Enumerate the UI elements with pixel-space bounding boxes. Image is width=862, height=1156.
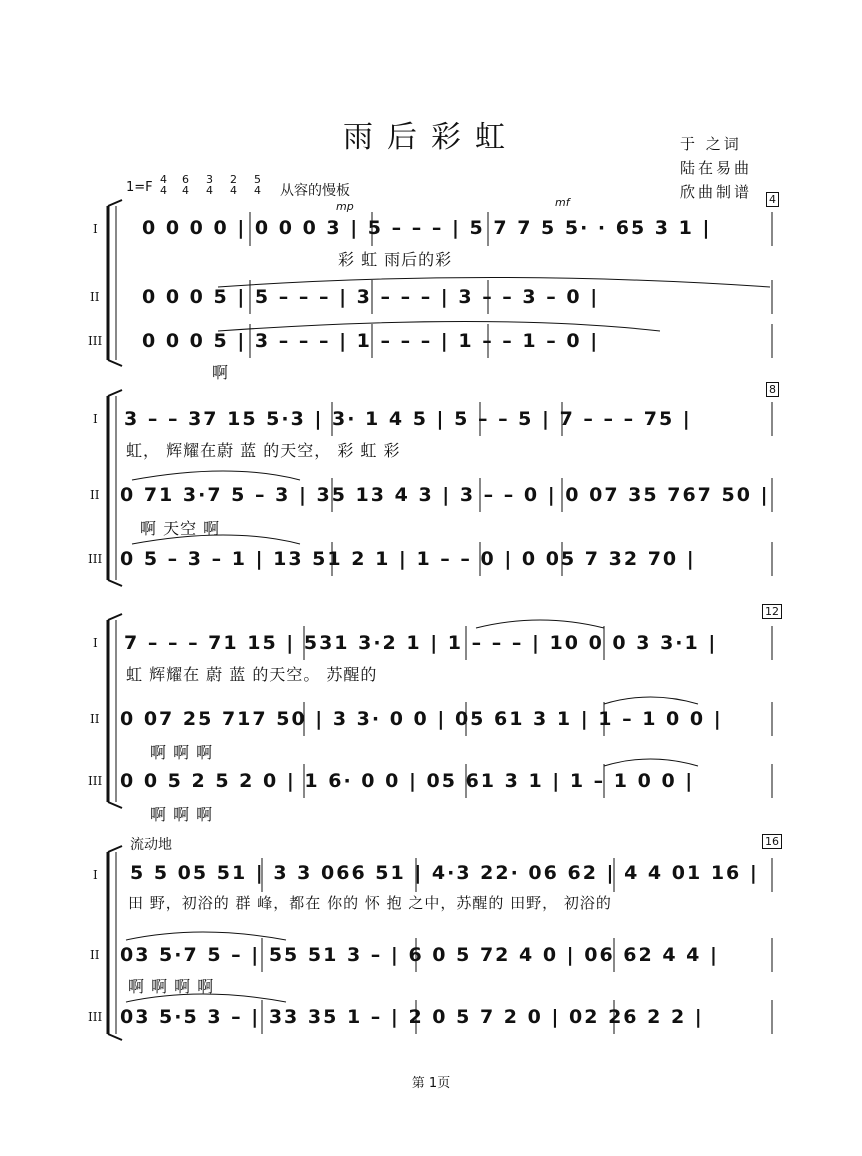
time-sig-1: 4 4 <box>160 173 167 197</box>
part-label: III <box>88 552 103 566</box>
composer-credit: 陆在易曲 <box>680 159 753 177</box>
time-sig-5: 5 4 <box>254 173 261 197</box>
part-label: II <box>90 488 100 502</box>
key-signature: 1=F <box>126 180 153 195</box>
song-title: 雨后彩虹 <box>343 120 519 155</box>
part-label: I <box>93 868 98 882</box>
part-label: III <box>88 774 103 788</box>
notation-row: 03 5·7 5 – | 55 51 3 – | 6 0 5 72 4 0 | 06 62 4 4 | <box>120 944 719 966</box>
lyrics-row: 啊 <box>212 363 230 382</box>
notation-row: 0 0 0 5 | 3 – – – | 1 – – – | 1 – – 1 – 0 | <box>142 330 600 352</box>
notation-row: 03 5·5 3 – | 33 35 1 – | 2 0 5 7 2 0 | 02 26 2 2 | <box>120 1006 704 1028</box>
lyrics-row: 田 野，初浴的 群 峰，都在 你的 怀 抱 之中，苏醒的 田野， 初浴的 <box>128 894 612 912</box>
tempo-mark: 从容的慢板 <box>280 183 350 199</box>
notation-row: 0 0 5 2 5 2 0 | 1 6· 0 0 | 05 61 3 1 | 1 – 1 0 0 | <box>120 770 695 792</box>
measure-number: 4 <box>766 192 779 207</box>
dynamic-mf: mf <box>555 196 570 209</box>
measure-number: 16 <box>762 834 782 849</box>
lyrics-row: 虹， 辉耀在蔚 蓝 的天空， 彩 虹 彩 <box>126 441 401 460</box>
time-sig-4: 2 4 <box>230 173 237 197</box>
part-label: I <box>93 636 98 650</box>
lyricist-credit: 于 之词 <box>680 135 742 153</box>
tempo-mark: 流动地 <box>130 837 172 853</box>
measure-number: 8 <box>766 382 779 397</box>
lyrics-row: 啊 啊 啊 啊 <box>128 977 215 996</box>
time-sig-3: 3 4 <box>206 173 213 197</box>
notation-row: 0 0 0 5 | 5 – – – | 3 – – – | 3 – – 3 – 0 | <box>142 286 600 308</box>
measure-number: 12 <box>762 604 782 619</box>
part-label: III <box>88 334 103 348</box>
part-label: II <box>90 290 100 304</box>
time-sig-2: 6 4 <box>182 173 189 197</box>
notation-row: 0 07 25 717 50 | 3 3· 0 0 | 05 61 3 1 | 1 – 1 0 0 | <box>120 708 723 730</box>
engraver-credit: 欣曲制谱 <box>680 183 753 201</box>
lyrics-row: 啊 啊 啊 <box>150 743 214 762</box>
part-label: I <box>93 222 98 236</box>
part-label: I <box>93 412 98 426</box>
page-number: 第 1页 <box>411 1076 451 1091</box>
notation-row: 0 5 – 3 – 1 | 13 51 2 1 | 1 – – 0 | 0 05 7 32 70 | <box>120 548 696 570</box>
part-label: II <box>90 948 100 962</box>
lyrics-row: 虹 辉耀在 蔚 蓝 的天空。 苏醒的 <box>126 665 378 684</box>
notation-row: 0 0 0 0 | 0 0 0 3 | 5 – – – | 5 7 7 5 5· · 65 3 1 | <box>142 217 712 239</box>
dynamic-mp: mp <box>336 200 354 213</box>
lyrics-row: 啊 啊 啊 <box>150 805 214 824</box>
notation-row: 3 – – 37 15 5·3 | 3· 1 4 5 | 5 – – 5 | 7 – – – 75 | <box>124 408 692 430</box>
part-label: III <box>88 1010 103 1024</box>
notation-row: 5 5 05 51 | 3 3 066 51 | 4·3 22· 06 62 | 4 4 01 16 | <box>130 862 759 884</box>
lyrics-row: 啊 天空 啊 <box>140 519 221 538</box>
notation-row: 7 – – – 71 15 | 531 3·2 1 | 1 – – – | 10 0 0 3 3·1 | <box>124 632 718 654</box>
lyrics-row: 彩 虹 雨后的彩 <box>338 250 453 269</box>
part-label: II <box>90 712 100 726</box>
notation-row: 0 71 3·7 5 – 3 | 35 13 4 3 | 3 – – 0 | 0 07 35 767 50 | <box>120 484 770 506</box>
